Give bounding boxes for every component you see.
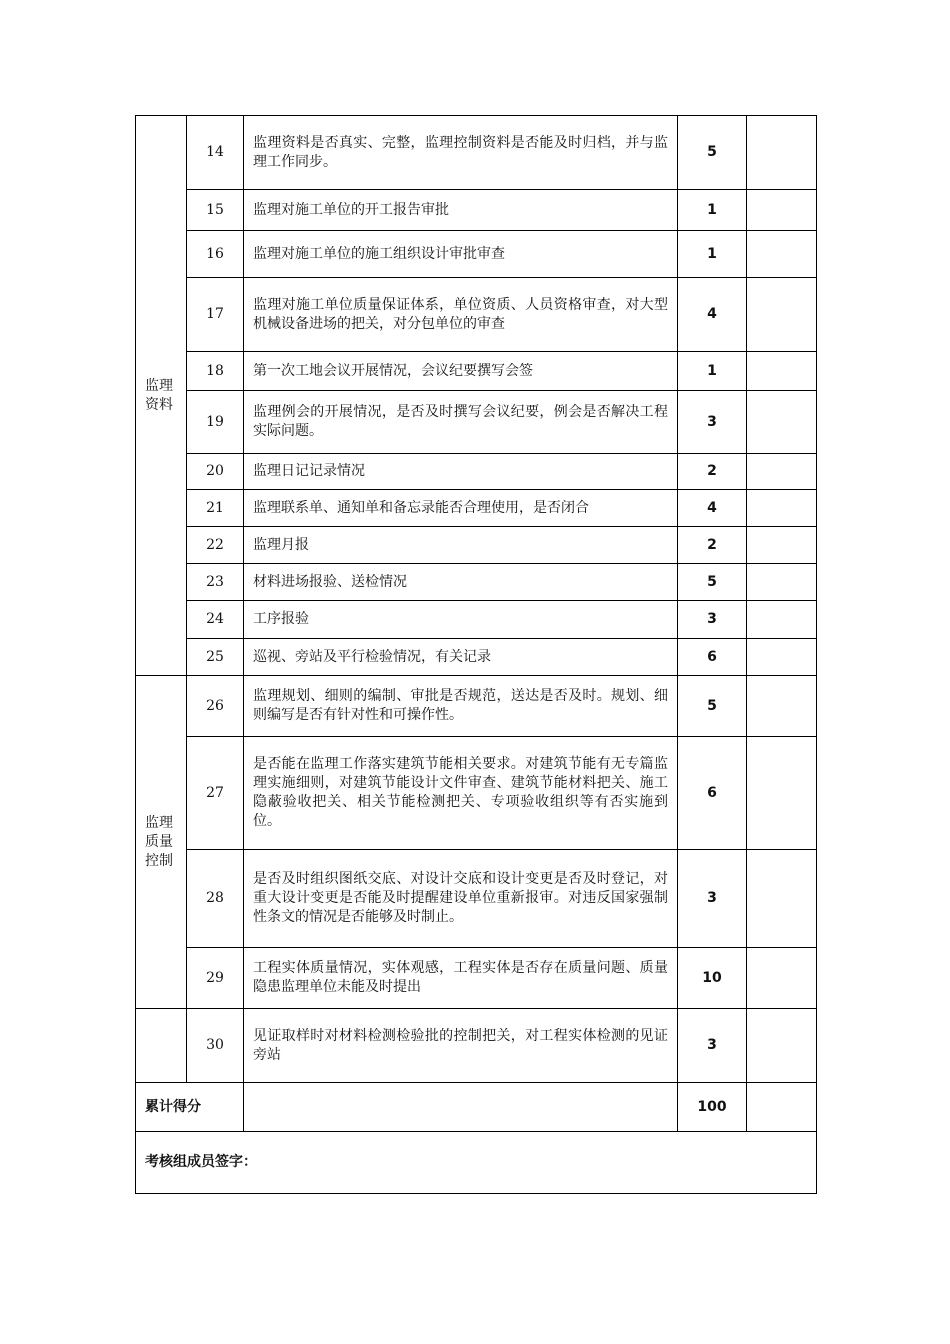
row-score: 1 xyxy=(678,231,747,278)
row-actual-score xyxy=(747,190,817,231)
row-number: 21 xyxy=(187,490,244,527)
table-row xyxy=(136,454,817,490)
row-actual-score xyxy=(747,1009,817,1083)
row-score: 5 xyxy=(678,116,747,190)
table-row xyxy=(136,116,817,190)
table-row xyxy=(136,490,817,527)
row-score: 1 xyxy=(678,352,747,391)
row-description: 监理对施工单位质量保证体系，单位资质、人员资格审查，对大型机械设备进场的把关，对分包单位的审查 xyxy=(244,278,678,352)
total-actual-score xyxy=(747,1083,817,1132)
table-row xyxy=(136,278,817,352)
assessment-table xyxy=(135,115,817,1194)
table-row xyxy=(136,231,817,278)
row-description: 工序报验 xyxy=(244,601,678,639)
row-score: 2 xyxy=(678,454,747,490)
row-number: 24 xyxy=(187,601,244,639)
table-row xyxy=(136,676,817,737)
row-description: 监理日记记录情况 xyxy=(244,454,678,490)
row-number: 15 xyxy=(187,190,244,231)
row-number: 29 xyxy=(187,948,244,1009)
row-score: 4 xyxy=(678,490,747,527)
table-row xyxy=(136,352,817,391)
row-description: 监理规划、细则的编制、审批是否规范，送达是否及时。规划、细则编写是否有针对性和可操作性。 xyxy=(244,676,678,737)
row-description: 监理资料是否真实、完整，监理控制资料是否能及时归档，并与监理工作同步。 xyxy=(244,116,678,190)
row-actual-score xyxy=(747,948,817,1009)
row-score: 2 xyxy=(678,527,747,564)
row-description: 监理对施工单位的施工组织设计审批审查 xyxy=(244,231,678,278)
row-number: 27 xyxy=(187,737,244,850)
row-score: 6 xyxy=(678,639,747,676)
row-score: 1 xyxy=(678,190,747,231)
row-number: 23 xyxy=(187,564,244,601)
signature-label: 考核组成员签字： xyxy=(136,1132,817,1194)
table-row xyxy=(136,601,817,639)
row-score: 4 xyxy=(678,278,747,352)
row-number: 28 xyxy=(187,850,244,948)
category-empty xyxy=(136,1009,187,1083)
row-score: 10 xyxy=(678,948,747,1009)
row-actual-score xyxy=(747,231,817,278)
row-score: 3 xyxy=(678,601,747,639)
table-row xyxy=(136,737,817,850)
total-label: 累计得分 xyxy=(136,1083,244,1132)
row-description: 监理月报 xyxy=(244,527,678,564)
row-actual-score xyxy=(747,454,817,490)
row-number: 17 xyxy=(187,278,244,352)
table-row xyxy=(136,190,817,231)
row-number: 22 xyxy=(187,527,244,564)
row-number: 16 xyxy=(187,231,244,278)
row-score: 5 xyxy=(678,676,747,737)
category-quality: 监理质量控制 xyxy=(136,676,187,1009)
row-number: 26 xyxy=(187,676,244,737)
row-actual-score xyxy=(747,490,817,527)
row-number: 14 xyxy=(187,116,244,190)
row-actual-score xyxy=(747,116,817,190)
row-description: 监理例会的开展情况，是否及时撰写会议纪要，例会是否解决工程实际问题。 xyxy=(244,391,678,454)
row-actual-score xyxy=(747,527,817,564)
table-row xyxy=(136,948,817,1009)
table-row xyxy=(136,639,817,676)
row-number: 30 xyxy=(187,1009,244,1083)
row-score: 3 xyxy=(678,1009,747,1083)
row-score: 3 xyxy=(678,391,747,454)
table-row xyxy=(136,1009,817,1083)
row-score: 5 xyxy=(678,564,747,601)
row-number: 18 xyxy=(187,352,244,391)
row-number: 19 xyxy=(187,391,244,454)
table-row xyxy=(136,391,817,454)
row-score: 3 xyxy=(678,850,747,948)
row-actual-score xyxy=(747,391,817,454)
row-actual-score xyxy=(747,352,817,391)
table-row xyxy=(136,564,817,601)
row-actual-score xyxy=(747,850,817,948)
row-actual-score xyxy=(747,676,817,737)
signature-row xyxy=(136,1132,817,1194)
row-description: 监理联系单、通知单和备忘录能否合理使用，是否闭合 xyxy=(244,490,678,527)
row-description: 是否及时组织图纸交底、对设计交底和设计变更是否及时登记，对重大设计变更是否能及时提醒建设单位重新报审。对违反国家强制性条文的情况是否能够及时制止。 xyxy=(244,850,678,948)
total-score: 100 xyxy=(678,1083,747,1132)
row-actual-score xyxy=(747,278,817,352)
row-description: 是否能在监理工作落实建筑节能相关要求。对建筑节能有无专篇监理实施细则，对建筑节能设计文件审查、建筑节能材料把关、施工隐蔽验收把关、相关节能检测把关、专项验收组织等有否实施到位。 xyxy=(244,737,678,850)
row-description: 监理对施工单位的开工报告审批 xyxy=(244,190,678,231)
row-actual-score xyxy=(747,564,817,601)
total-empty xyxy=(244,1083,678,1132)
row-description: 见证取样时对材料检测检验批的控制把关，对工程实体检测的见证旁站 xyxy=(244,1009,678,1083)
row-description: 材料进场报验、送检情况 xyxy=(244,564,678,601)
table-row xyxy=(136,850,817,948)
row-description: 第一次工地会议开展情况，会议纪要撰写会签 xyxy=(244,352,678,391)
row-score: 6 xyxy=(678,737,747,850)
row-description: 巡视、旁站及平行检验情况，有关记录 xyxy=(244,639,678,676)
row-actual-score xyxy=(747,601,817,639)
row-description: 工程实体质量情况，实体观感，工程实体是否存在质量问题、质量隐患监理单位未能及时提出 xyxy=(244,948,678,1009)
row-actual-score xyxy=(747,737,817,850)
table-row xyxy=(136,527,817,564)
category-records: 监理资料 xyxy=(136,116,187,676)
row-number: 20 xyxy=(187,454,244,490)
total-row xyxy=(136,1083,817,1132)
row-actual-score xyxy=(747,639,817,676)
row-number: 25 xyxy=(187,639,244,676)
